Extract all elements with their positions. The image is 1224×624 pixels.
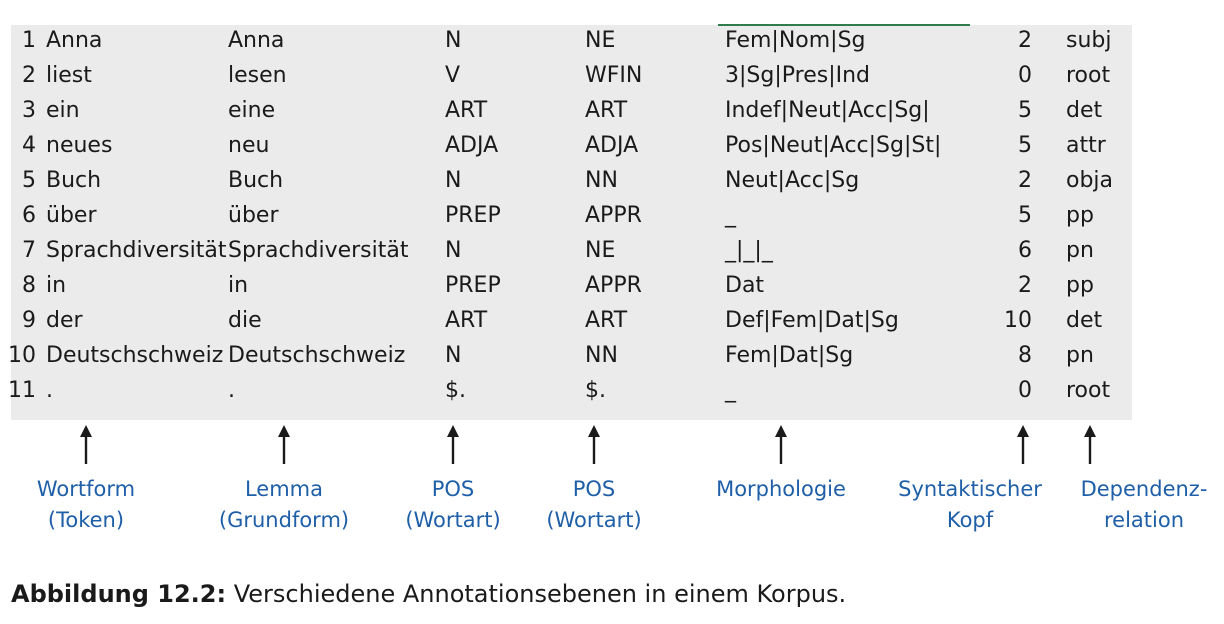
syntactic-head: 5 [1018,203,1032,228]
syntactic-head: 0 [1018,378,1032,403]
label-line: (Wortart) [546,508,642,532]
lemma: lesen [228,63,287,88]
pos-tag: N [445,168,462,193]
arrow-up-icon [274,424,294,466]
morphology: Neut|Acc|Sg [725,168,860,193]
pos-tag: $. [445,378,466,403]
lemma: die [228,308,262,333]
morphology: Dat [725,273,765,298]
dependency-relation: pp [1066,203,1094,228]
morphology: 3|Sg|Pres|Ind [725,63,870,88]
pos-tag-fine: NE [585,238,616,263]
token-index: 2 [22,63,36,88]
morphology: Fem|Nom|Sg [725,28,866,53]
word-form: in [46,273,67,298]
pos-tag: PREP [445,273,501,298]
lemma: Sprachdiversität [228,238,409,263]
pos-tag-fine: NN [585,168,618,193]
label-pos [405,474,500,536]
label-line: POS [572,477,616,501]
syntactic-head: 0 [1018,63,1032,88]
caption-label: Abbildung 12.2: [11,580,227,608]
arrow-up-icon [584,424,604,466]
label-line: Wortform [36,477,136,501]
lemma: neu [228,133,270,158]
token-index: 9 [22,308,36,333]
dependency-relation: obja [1066,168,1114,193]
pos-tag: N [445,28,462,53]
token-index: 11 [8,378,36,403]
word-form: ein [46,98,80,123]
syntactic-head: 5 [1018,133,1032,158]
pos-tag: ART [445,98,488,123]
lemma: . [228,378,235,403]
morphology: _ [725,203,736,228]
token-index: 5 [22,168,36,193]
token-index: 3 [22,98,36,123]
label-dependenzrelation [1081,474,1208,536]
pos-tag-fine: NE [585,28,616,53]
arrow-up-icon [1013,424,1033,466]
word-form: . [46,378,53,403]
morphology: _ [725,378,736,403]
arrow-up-icon [443,424,463,466]
accent-line [718,24,970,26]
pos-tag: PREP [445,203,501,228]
morphology: _|_|_ [725,238,773,263]
label-lemma [219,474,349,536]
morphology: Def|Fem|Dat|Sg [725,308,899,333]
pos-tag: V [445,63,461,88]
syntactic-head: 6 [1018,238,1032,263]
label-line: POS [431,477,475,501]
label-wortform [37,474,135,536]
token-index: 10 [8,343,36,368]
label-morphologie [716,474,846,505]
label-line: relation [1103,508,1185,532]
pos-tag: ADJA [445,133,499,158]
syntactic-head: 8 [1018,343,1032,368]
pos-tag: N [445,343,462,368]
label-line: (Wortart) [405,508,501,532]
dependency-relation: attr [1066,133,1106,158]
label-line: Morphologie [716,477,846,501]
token-index: 1 [22,28,36,53]
token-index: 8 [22,273,36,298]
pos-tag: N [445,238,462,263]
pos-tag-fine: ART [585,308,628,333]
label-line: Lemma [244,477,324,501]
syntactic-head: 2 [1018,28,1032,53]
word-form: Buch [46,168,102,193]
caption-text: Verschiedene Annotationsebenen in einem Korpus. [226,580,847,608]
dependency-relation: pn [1066,343,1094,368]
dependency-relation: pn [1066,238,1094,263]
arrow-up-icon [1080,424,1100,466]
lemma: eine [228,98,276,123]
lemma: in [228,273,249,298]
pos-tag-fine: ART [585,98,628,123]
lemma: Deutschschweiz [228,343,406,368]
lemma: Anna [228,28,285,53]
pos-tag-fine: APPR [585,273,642,298]
arrow-up-icon [771,424,791,466]
syntactic-head: 2 [1018,168,1032,193]
dependency-relation: subj [1066,28,1112,53]
figure-caption [11,578,846,610]
dependency-relation: det [1066,308,1103,333]
label-line: (Grundform) [218,508,350,532]
dependency-relation: det [1066,98,1103,123]
word-form: liest [46,63,92,88]
pos-tag-fine: ADJA [585,133,639,158]
label-line: (Token) [47,508,125,532]
label-syntaktischer-kopf [898,474,1042,536]
morphology: Pos|Neut|Acc|Sg|St| [725,133,942,158]
word-form: über [46,203,97,228]
label-pos-fine [546,474,641,536]
pos-tag: ART [445,308,488,333]
word-form: Anna [46,28,103,53]
syntactic-head: 10 [1004,308,1032,333]
pos-tag-fine: APPR [585,203,642,228]
dependency-relation: pp [1066,273,1094,298]
pos-tag-fine: WFIN [585,63,643,88]
token-index: 7 [22,238,36,263]
morphology: Fem|Dat|Sg [725,343,854,368]
token-index: 6 [22,203,36,228]
dependency-relation: root [1066,378,1111,403]
word-form: neues [46,133,113,158]
pos-tag-fine: NN [585,343,618,368]
arrow-up-icon [76,424,96,466]
syntactic-head: 2 [1018,273,1032,298]
lemma: über [228,203,279,228]
word-form: Sprachdiversität [46,238,227,263]
label-line: Kopf [946,508,994,532]
word-form: Deutschschweiz [46,343,224,368]
label-line: Syntaktischer [898,477,1042,501]
dependency-relation: root [1066,63,1111,88]
lemma: Buch [228,168,284,193]
label-line: Dependenz- [1080,477,1208,501]
token-index: 4 [22,133,36,158]
pos-tag-fine: $. [585,378,606,403]
word-form: der [46,308,83,333]
syntactic-head: 5 [1018,98,1032,123]
morphology: Indef|Neut|Acc|Sg| [725,98,930,123]
